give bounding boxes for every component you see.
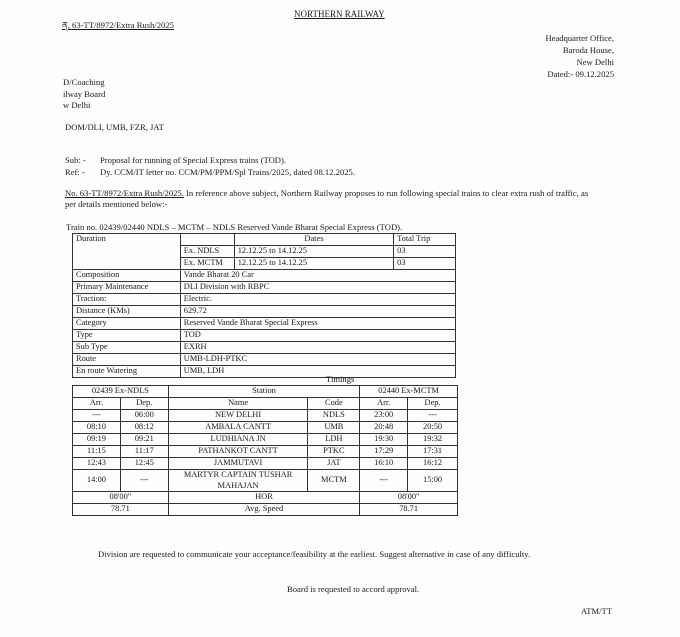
- train-details-table: [72, 233, 456, 378]
- info-label: En route Watering: [73, 366, 181, 378]
- dep-header: Dep.: [408, 398, 458, 410]
- arr-time: 11:15: [73, 446, 121, 458]
- body-reference: No. 63-TT/8972/Extra Rush/2025.: [65, 188, 184, 198]
- total-trip-header: Total Trip: [394, 234, 456, 246]
- arr-time: 17:29: [360, 446, 408, 458]
- body-paragraph: [65, 188, 588, 199]
- body-text: In reference above subject, Northern Railway proposes to run following special trains to clear extra rush of traffic, as: [183, 188, 589, 198]
- station-code: JAT: [308, 458, 360, 470]
- station-name: PATHANKOT CANTT: [168, 446, 308, 458]
- info-value: Vande Bharat 20 Car: [180, 270, 455, 282]
- ex-station: Ex. MCTM: [180, 258, 234, 270]
- dep-time: 17:31: [408, 446, 458, 458]
- signature-designation: ATM/TT: [581, 606, 613, 616]
- arr-time: 16:10: [360, 458, 408, 470]
- info-value: EXRH: [180, 342, 455, 354]
- trip-count: 03: [394, 246, 456, 258]
- train-title: Train no. 02439/02440 NDLS – MCTM – NDLS Reserved Vande Bharat Special Express (TOD).: [66, 222, 403, 232]
- dep-time: 16:12: [408, 458, 458, 470]
- table-row: [73, 354, 456, 366]
- table-row: [73, 398, 458, 410]
- dep-time: 12:45: [120, 458, 168, 470]
- station-header: Station: [168, 386, 360, 398]
- subject-label: Sub: -: [65, 155, 86, 165]
- code-header: Code: [308, 398, 360, 410]
- table-row: [73, 366, 456, 378]
- arr-header: Arr.: [360, 398, 408, 410]
- dep-time: 11:17: [120, 446, 168, 458]
- info-value: Electric.: [180, 294, 455, 306]
- info-label: Traction:: [73, 294, 181, 306]
- office-line: Baroda House,: [562, 45, 614, 55]
- speed-left: 78.71: [73, 504, 169, 516]
- reference-label: Ref: -: [65, 167, 85, 177]
- table-row: [73, 458, 458, 470]
- station-name: [168, 470, 308, 492]
- hor-right: 08'00": [360, 492, 458, 504]
- info-label: Composition: [73, 270, 181, 282]
- station-code: UMB: [308, 422, 360, 434]
- arr-time: 08:10: [73, 422, 121, 434]
- arr-time: 09:19: [73, 434, 121, 446]
- table-row: [73, 294, 456, 306]
- info-label: Route: [73, 354, 181, 366]
- table-row: [73, 386, 458, 398]
- table-row: [73, 234, 456, 246]
- hor-label: HOR: [168, 492, 360, 504]
- dep-time: ---: [408, 410, 458, 422]
- info-label: Category: [73, 318, 181, 330]
- hor-left: 08'00": [73, 492, 169, 504]
- info-value: Reserved Vande Bharat Special Express: [180, 318, 455, 330]
- right-train-header: 02440 Ex-MCTM: [360, 386, 458, 398]
- station-name-line: MAHAJAN: [217, 480, 259, 490]
- station-name: LUDHIANA JN: [168, 434, 308, 446]
- table-row: [73, 446, 458, 458]
- trip-count: 03: [394, 258, 456, 270]
- reference-number: ན, 63-TT/8972/Extra Rush/2025: [62, 20, 174, 30]
- table-row: [73, 504, 458, 516]
- arr-time: 23:00: [360, 410, 408, 422]
- arr-time: 19:30: [360, 434, 408, 446]
- station-name: AMBALA CANTT: [168, 422, 308, 434]
- info-label: Primary Maintenance: [73, 282, 181, 294]
- table-row: [73, 492, 458, 504]
- table-row: [73, 422, 458, 434]
- dep-time: 09:21: [120, 434, 168, 446]
- station-code: PTKC: [308, 446, 360, 458]
- office-line: Headquarter Office,: [545, 33, 614, 43]
- info-value: DLI Division with RBPC: [180, 282, 455, 294]
- addressee-line: ilway Board: [63, 88, 106, 99]
- speed-right: 78.71: [360, 504, 458, 516]
- info-label: Type: [73, 330, 181, 342]
- speed-label: Avg. Speed: [168, 504, 360, 516]
- addressee-line: D/Coaching: [63, 77, 105, 87]
- closing-request: Division are requested to communicate your acceptance/feasibility at the earliest. Suggest alternative in case of any difficulty.: [98, 549, 531, 559]
- arr-time: 12:43: [73, 458, 121, 470]
- info-value: TOD: [180, 330, 455, 342]
- dep-time: 19:32: [408, 434, 458, 446]
- org-title: NORTHERN RAILWAY: [294, 9, 385, 19]
- left-train-header: 02439 Ex-NDLS: [73, 386, 169, 398]
- dep-header: Dep.: [120, 398, 168, 410]
- timings-table: [72, 385, 458, 516]
- body-text-cont: per details mentioned below:-: [65, 199, 168, 209]
- dep-time: 15:00: [408, 470, 458, 492]
- info-value: UMB, LDH: [180, 366, 455, 378]
- dep-time: 06:00: [120, 410, 168, 422]
- station-code: LDH: [308, 434, 360, 446]
- table-row: [73, 330, 456, 342]
- empty-cell: [180, 234, 234, 246]
- subject-text: Proposal for running of Special Express trains (TOD).: [100, 155, 287, 165]
- addressee: [63, 77, 105, 112]
- reference-text: Dy. CCM/IT letter no. CCM/PM/PPM/Spl Trains/2025, dated 08.12.2025.: [100, 167, 355, 177]
- info-value: 629.72: [180, 306, 455, 318]
- date-range: 12.12.25 to 14.12.25: [234, 258, 393, 270]
- office-address: [545, 32, 614, 80]
- table-row: [73, 270, 456, 282]
- info-label: Sub Type: [73, 342, 181, 354]
- station-name-line: MARTYR CAPTAIN TUSHAR: [183, 470, 293, 479]
- info-label: Distance (KMs): [73, 306, 181, 318]
- station-name: JAMMUTAVI: [168, 458, 308, 470]
- date-range: 12.12.25 to 14.12.25: [234, 246, 393, 258]
- office-line: New Delhi: [576, 57, 614, 67]
- table-row: [73, 434, 458, 446]
- addressee-line: w Delhi: [63, 100, 91, 110]
- table-row: [73, 282, 456, 294]
- arr-time: ---: [73, 410, 121, 422]
- closing-approval: Board is requested to accord approval.: [287, 584, 420, 594]
- table-row: [73, 342, 456, 354]
- letter-date: Dated:- 09.12.2025: [547, 69, 614, 79]
- ex-station: Ex. NDLS: [180, 246, 234, 258]
- dep-time: 20:50: [408, 422, 458, 434]
- dep-time: ---: [120, 470, 168, 492]
- dates-header: Dates: [234, 234, 393, 246]
- info-value: UMB-LDH-PTKC: [180, 354, 455, 366]
- duration-label: Duration: [73, 234, 181, 270]
- name-header: Name: [168, 398, 308, 410]
- arr-time: 20:48: [360, 422, 408, 434]
- arr-header: Arr.: [73, 398, 121, 410]
- station-code: NDLS: [308, 410, 360, 422]
- table-row: [73, 470, 458, 492]
- dep-time: 08:12: [120, 422, 168, 434]
- table-row: [73, 306, 456, 318]
- table-row: [73, 318, 456, 330]
- timings-title: Timings: [326, 374, 355, 384]
- arr-time: 14:00: [73, 470, 121, 492]
- station-code: MCTM: [308, 470, 360, 492]
- arr-time: ---: [360, 470, 408, 492]
- table-row: [73, 410, 458, 422]
- station-name: NEW DELHI: [168, 410, 308, 422]
- copy-to: DOM/DLI, UMB, FZR, JAT: [65, 122, 164, 132]
